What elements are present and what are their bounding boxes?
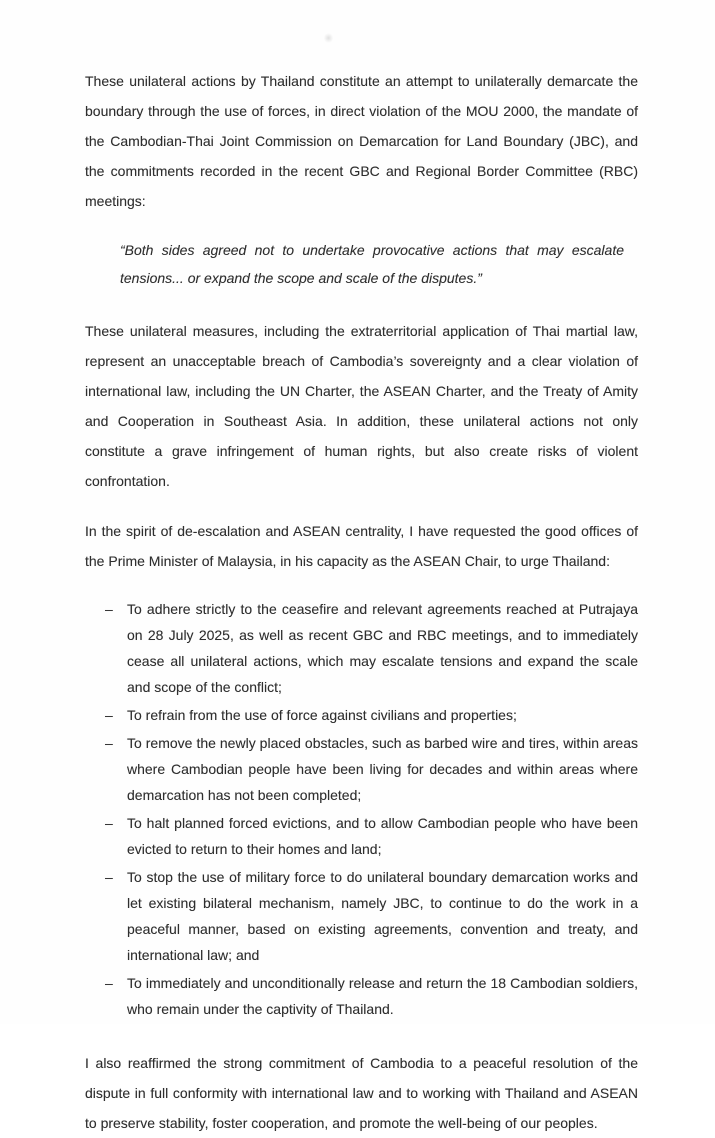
- bullet-text: To refrain from the use of force against civilians and properties;: [127, 707, 517, 723]
- list-item: [105, 596, 638, 700]
- paragraph-unilateral-measures: These unilateral measures, including the extraterritorial application of Thai martial law, represent an unacceptable breach of Cambodia’s sovereignty and a clear violation of international law, including the UN Charter, the ASEAN Charter, and the Treaty of Amity and Cooperation in Southeast Asia. In addition, these unilateral actions not only constitute a grave infringement of human rights, but also create risks of violent confrontation.: [85, 323, 638, 489]
- list-item: [105, 864, 638, 968]
- bullet-text: To remove the newly placed obstacles, such as barbed wire and tires, within areas where Cambodian people have been living for decades and within areas where demarcation has not been completed;: [127, 735, 638, 803]
- list-item: [105, 702, 638, 728]
- bullet-dash-icon: –: [105, 815, 113, 831]
- bullet-dash-icon: –: [105, 869, 113, 885]
- scan-artifact: [324, 33, 333, 43]
- paragraph-closing: I also reaffirmed the strong commitment of Cambodia to a peaceful resolution of the dispute in full conformity with international law and to working with Thailand and ASEAN to preserve stability, foster cooperation, and promote the well-being of our peoples.: [85, 1055, 638, 1131]
- bullet-text: To halt planned forced evictions, and to allow Cambodian people who have been evicted to return to their homes and land;: [127, 815, 638, 857]
- paragraph-asean-request: In the spirit of de-escalation and ASEAN centrality, I have requested the good offices of the Prime Minister of Malaysia, in his capacity as the ASEAN Chair, to urge Thailand:: [85, 523, 638, 569]
- bullet-text: To immediately and unconditionally release and return the 18 Cambodian soldiers, who remain under the captivity of Thailand.: [127, 975, 638, 1017]
- bullet-dash-icon: –: [105, 735, 113, 751]
- paragraph-unilateral-actions: These unilateral actions by Thailand constitute an attempt to unilaterally demarcate the boundary through the use of forces, in direct violation of the MOU 2000, the mandate of the Cambodian-Thai Joint Commission on Demarcation for Land Boundary (JBC), and the commitments recorded in the recent GBC and Regional Border Committee (RBC) meetings:: [85, 73, 638, 209]
- bullet-dash-icon: –: [105, 601, 113, 617]
- demand-list: [85, 596, 638, 1022]
- bullet-dash-icon: –: [105, 975, 113, 991]
- block-quote: “Both sides agreed not to undertake provocative actions that may escalate tensions... or expand the scope and scale of the disputes.”: [120, 242, 624, 286]
- list-item: [105, 810, 638, 862]
- list-item: [105, 730, 638, 808]
- bullet-dash-icon: –: [105, 707, 113, 723]
- bullet-text: To stop the use of military force to do unilateral boundary demarcation works and let existing bilateral mechanism, namely JBC, to continue to do the work in a peaceful manner, based on existing agreements, convention and treaty, and international law; and: [127, 869, 638, 963]
- bullet-text: To adhere strictly to the ceasefire and relevant agreements reached at Putrajaya on 28 July 2025, as well as recent GBC and RBC meetings, and to immediately cease all unilateral actions, which may escalate tensions and expand the scale and scope of the conflict;: [127, 601, 638, 695]
- list-item: [105, 970, 638, 1022]
